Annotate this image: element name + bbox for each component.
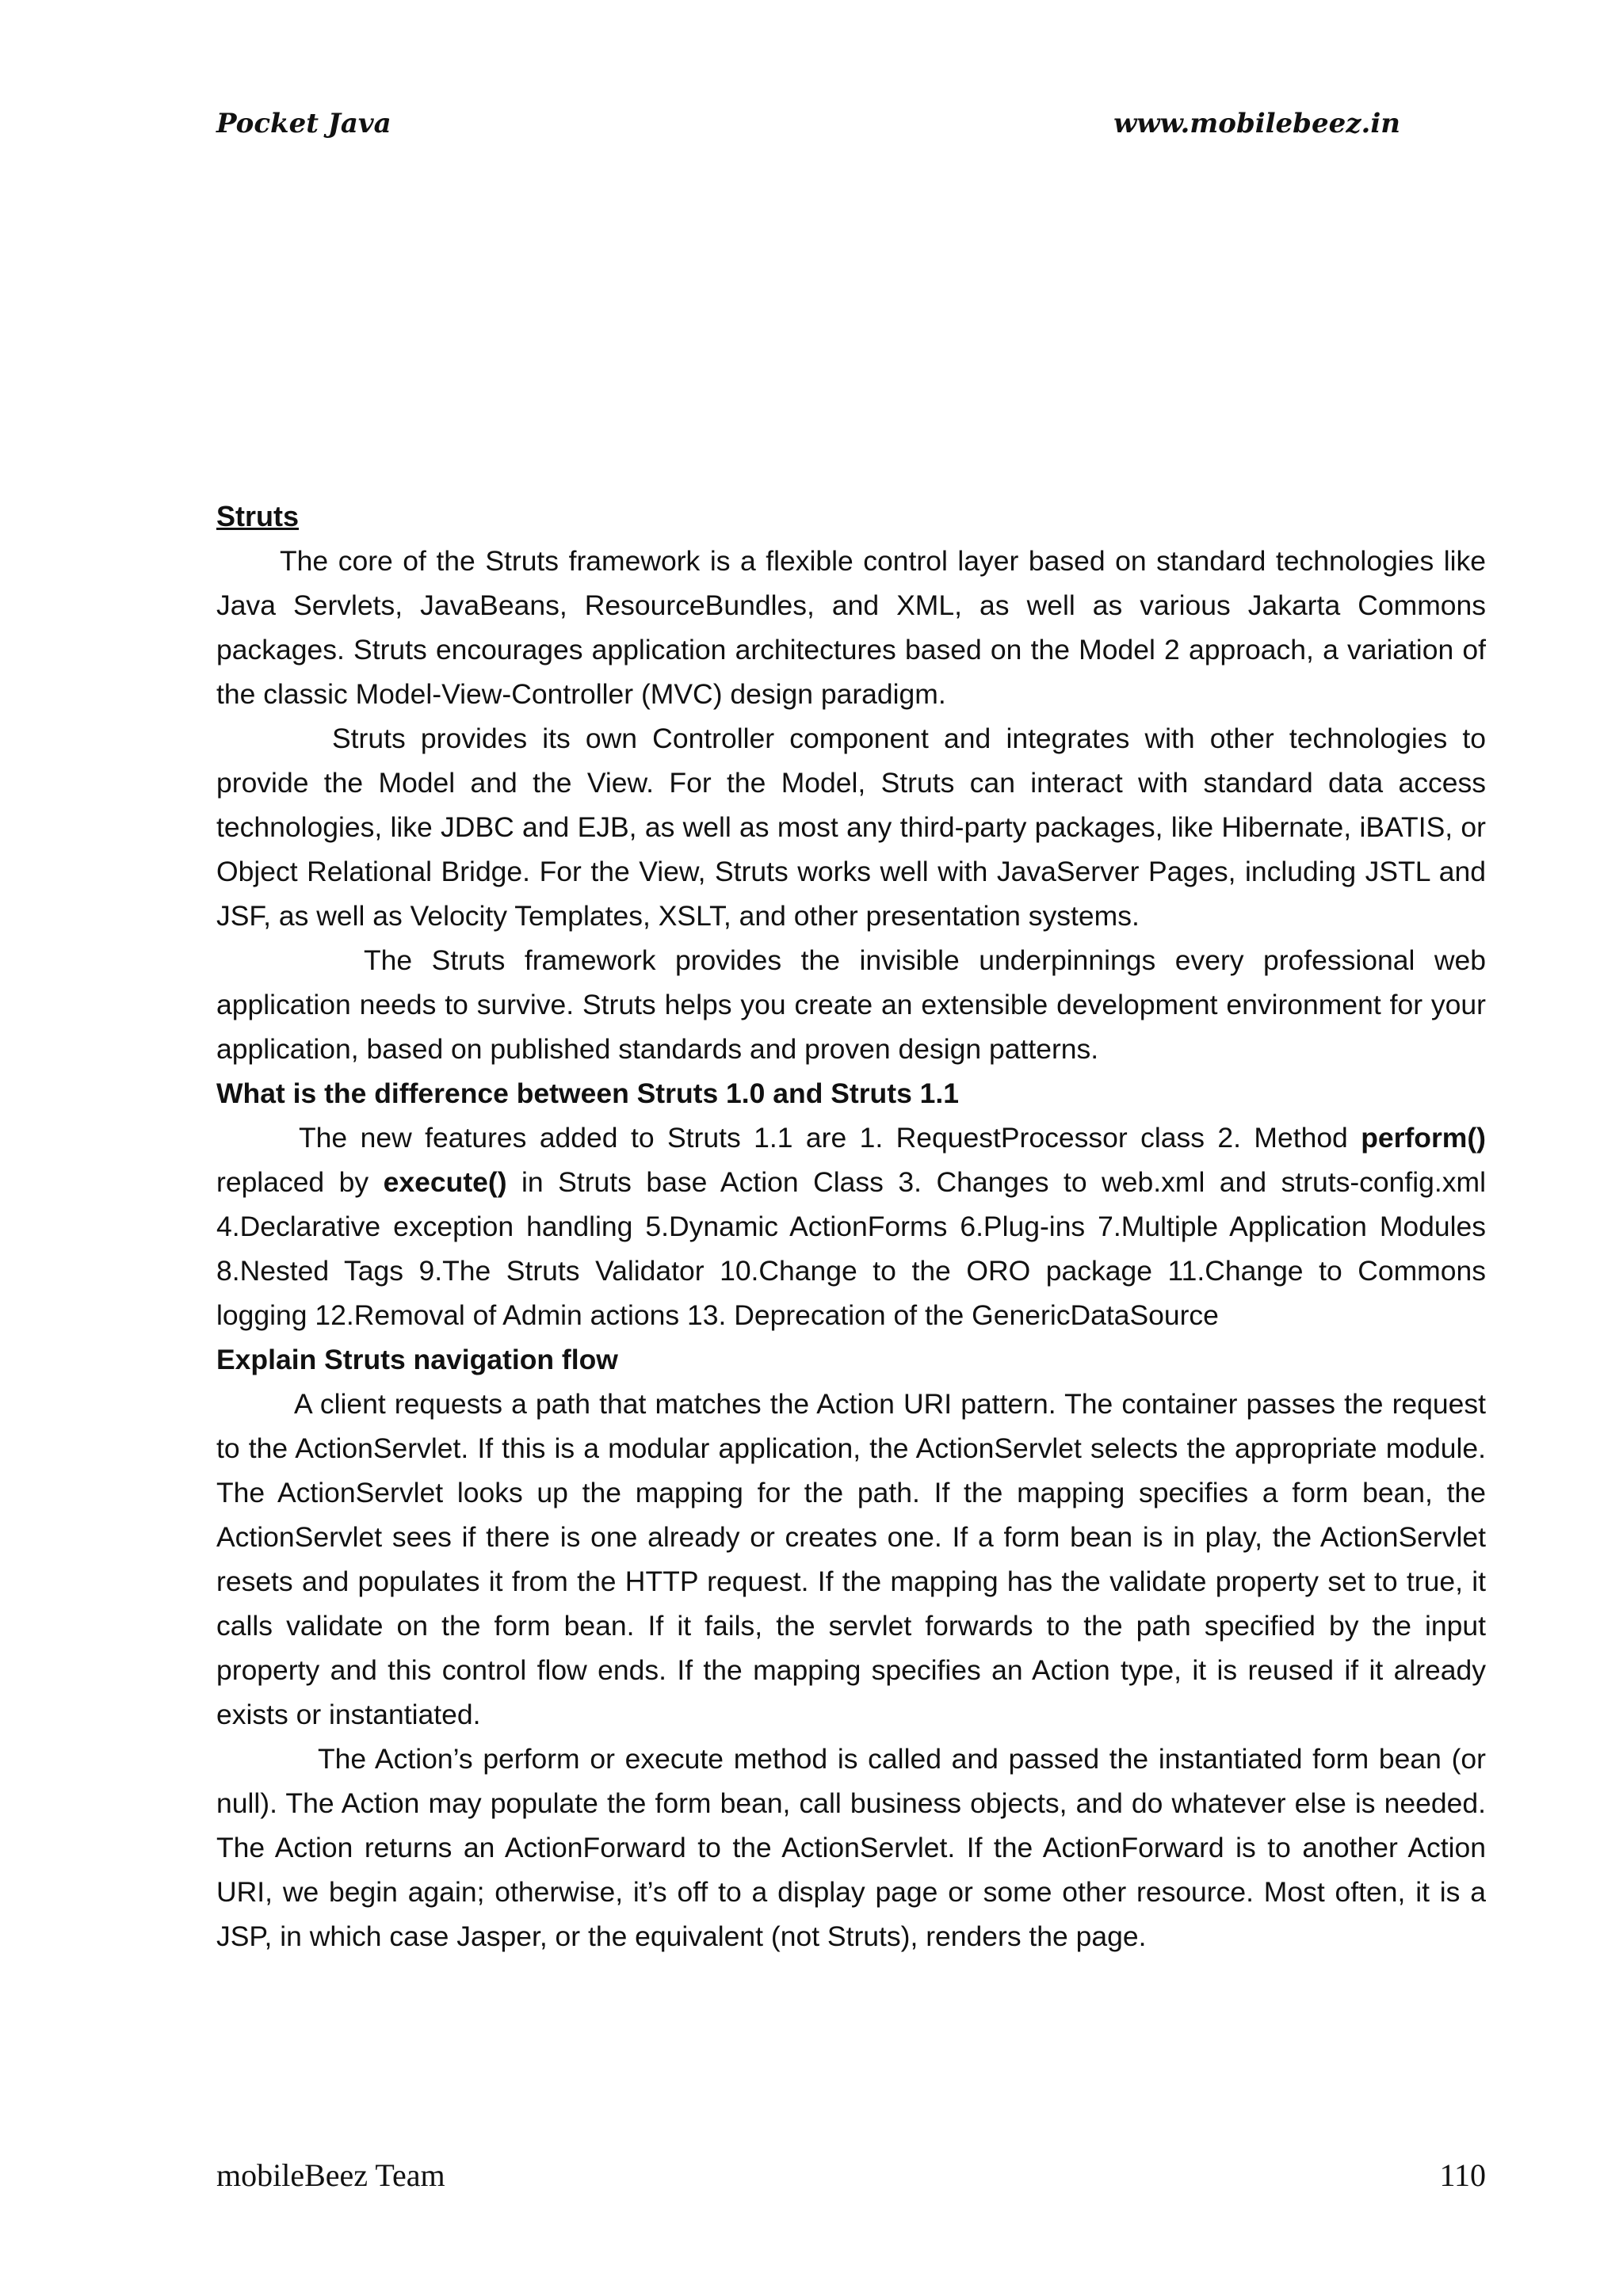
running-header-title: Pocket Java (216, 108, 391, 139)
answer-paragraph: A client requests a path that matches the Action URI pattern. The container passes the request to the ActionServlet. If this is a modular application, the ActionServlet selects the appropriate module. The ActionServlet looks up the mapping for the path. If the mapping specifies a form bean, the ActionServlet sees if there is one already or creates one. If a form bean is in play, the ActionServlet resets and populates it from the HTTP request. If the mapping has the validate property set to true, it calls validate on the form bean. If it fails, the servlet forwards to the path specified by the input property and this control flow ends. If the mapping specifies an Action type, it is reused if it already exists or instantiated. (216, 1388, 1486, 1730)
code-term: execute() (383, 1166, 507, 1198)
running-header-url: www.mobilebeez.in (1113, 108, 1400, 139)
answer-text: in Struts base Action Class 3. Changes to web.xml and struts-config.xml 4.Declarative exception handling 5.Dynamic ActionForms 6.Plug-ins 7.Multiple Application Modules 8.Nested Tags 9.The Struts Validator 10.Change to the ORO package 11.Change to Commons logging 12.Removal of Admin actions 13. Deprecation of the GenericDataSource (216, 1166, 1486, 1331)
paragraph: The core of the Struts framework is a flexible control layer based on standard technologies like Java Servlets, JavaBeans, ResourceBundles, and XML, as well as various Jakarta Commons packages. Struts encourages application architectures based on the Model 2 approach, a variation of the classic Model-View-Controller (MVC) design paradigm. (216, 545, 1486, 710)
question-heading: What is the difference between Struts 1.0 and Struts 1.1 (216, 1077, 960, 1109)
paragraph: The Struts framework provides the invisible underpinnings every professional web application needs to survive. Struts helps you create an extensible development environment for your application, based on published standards and proven design patterns. (216, 944, 1486, 1065)
answer-paragraph: The Action’s perform or execute method is called and passed the instantiated form bean (or null). The Action may populate the form bean, call business objects, and do whatever else is needed. The Action returns an ActionForward to the ActionServlet. If the ActionForward is to another Action URI, we begin again; otherwise, it’s off to a display page or some other resource. Most often, it is a JSP, in which case Jasper, or the equivalent (not Struts), renders the page. (216, 1743, 1486, 1952)
question-heading: Explain Struts navigation flow (216, 1344, 618, 1375)
page-number: 110 (1439, 2157, 1486, 2193)
answer-paragraph (216, 1116, 1486, 1337)
footer-author: mobileBeez Team (216, 2157, 445, 2193)
paragraph: Struts provides its own Controller component and integrates with other technologies to provide the Model and the View. For the Model, Struts can interact with standard data access technologies, like JDBC and EJB, as well as most any third-party packages, like Hibernate, iBATIS, or Object Relational Bridge. For the View, Struts works well with JavaServer Pages, including JSTL and JSF, as well as Velocity Templates, XSLT, and other presentation systems. (216, 723, 1486, 932)
section-title: Struts (216, 500, 300, 532)
answer-text: replaced by (216, 1166, 384, 1198)
answer-text: The new features added to Struts 1.1 are 1. RequestProcessor class 2. Method (299, 1122, 1361, 1154)
code-term: perform() (1361, 1122, 1486, 1154)
page-body (216, 494, 1486, 1958)
